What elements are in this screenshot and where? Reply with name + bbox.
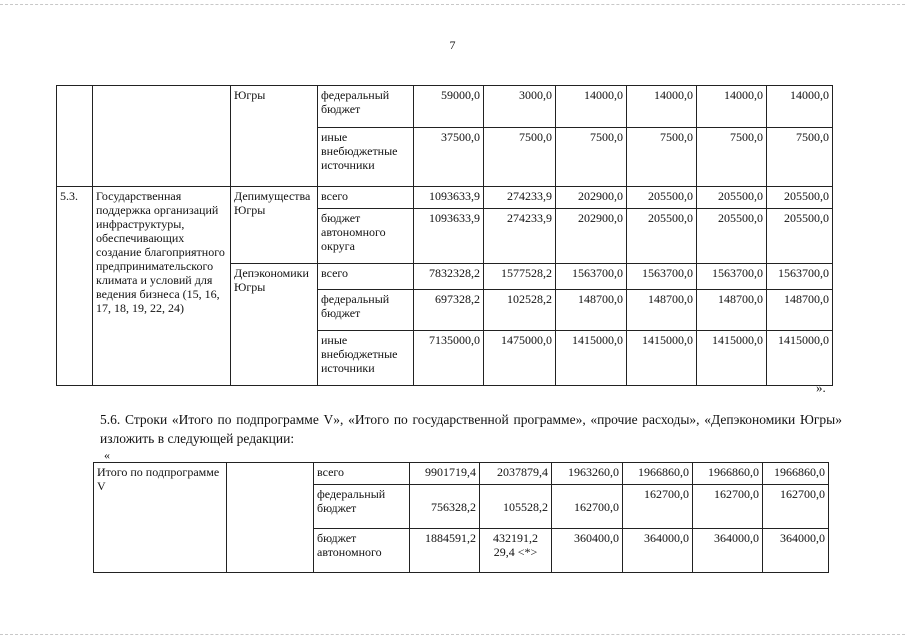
amount-cell: 202900,0 xyxy=(556,209,627,264)
amount-cell: 1475000,0 xyxy=(484,331,556,386)
amount-cell: 7500,0 xyxy=(767,128,833,187)
amount-cell: 1563700,0 xyxy=(627,264,697,290)
amount-cell: 274233,9 xyxy=(484,187,556,209)
item-number-cell: 5.3. xyxy=(57,187,93,386)
amount-cell: 7500,0 xyxy=(627,128,697,187)
amendment-paragraph xyxy=(62,410,842,448)
amount-cell: 37500,0 xyxy=(414,128,484,187)
amount-cell: 14000,0 xyxy=(767,86,833,128)
funding-source-cell: всего xyxy=(318,187,414,209)
amount-cell: 162700,0 xyxy=(623,485,693,529)
amount-cell: 432191,2 29,4 <*> xyxy=(480,529,552,573)
amount-cell: 364000,0 xyxy=(763,529,829,573)
amount-cell: 1577528,2 xyxy=(484,264,556,290)
amount-cell: 205500,0 xyxy=(627,187,697,209)
executor-cell: Югры xyxy=(231,86,318,187)
opening-quote: « xyxy=(104,448,110,462)
executor-cell: Депимущества Югры xyxy=(231,187,318,264)
page-number: 7 xyxy=(449,38,456,52)
amount-cell: 756328,2 xyxy=(410,485,480,529)
amount-cell: 1563700,0 xyxy=(556,264,627,290)
amount-cell: 7500,0 xyxy=(697,128,767,187)
amount-cell: 2037879,4 xyxy=(480,463,552,485)
funding-source-cell: федеральный бюджет xyxy=(318,86,414,128)
activity-name-cell: Государственная поддержка организаций инфраструктуры, обеспечивающих создание благоприятного предпринимательского климата и условий для ведения бизнеса (15, 16, 17, 18, 19, 22, 24) xyxy=(93,187,231,386)
amount-cell: 162700,0 xyxy=(693,485,763,529)
funding-source-cell: федеральный бюджет xyxy=(318,290,414,331)
amount-cell: 1884591,2 xyxy=(410,529,480,573)
amount-cell: 1093633,9 xyxy=(414,209,484,264)
funding-source-cell: иные внебюджетные источники xyxy=(318,128,414,187)
amount-cell: 1093633,9 xyxy=(414,187,484,209)
amount-cell: 1966860,0 xyxy=(693,463,763,485)
funding-source-cell: бюджет автономного округа xyxy=(318,209,414,264)
amount-cell: 162700,0 xyxy=(552,485,623,529)
amount-cell: 14000,0 xyxy=(556,86,627,128)
amount-cell: 7500,0 xyxy=(556,128,627,187)
scan-edge-top xyxy=(0,4,905,5)
amount-cell: 7500,0 xyxy=(484,128,556,187)
item-number-cell xyxy=(57,86,93,187)
funding-source-cell: всего xyxy=(314,463,410,485)
amount-cell: 14000,0 xyxy=(697,86,767,128)
closing-quote: ». xyxy=(816,380,826,395)
amount-cell: 205500,0 xyxy=(697,209,767,264)
funding-source-cell: бюджет автономного xyxy=(314,529,410,573)
table-row xyxy=(57,187,833,209)
table-row xyxy=(94,463,829,485)
amount-cell: 1415000,0 xyxy=(697,331,767,386)
executor-cell: Депэкономики Югры xyxy=(231,264,318,386)
table-row xyxy=(57,86,833,128)
funding-source-cell: федеральный бюджет xyxy=(314,485,410,529)
amount-cell: 1415000,0 xyxy=(556,331,627,386)
amount-cell: 3000,0 xyxy=(484,86,556,128)
amount-cell: 162700,0 xyxy=(763,485,829,529)
amount-cell: 148700,0 xyxy=(627,290,697,331)
amount-cell: 105528,2 xyxy=(480,485,552,529)
amount-cell: 205500,0 xyxy=(697,187,767,209)
amount-cell: 697328,2 xyxy=(414,290,484,331)
amendment-text: 5.6. Строки «Итого по подпрограмме V», «Итого по государственной программе», «прочие расходы», «Депэкономики Югры» изложить в следующей редакции: xyxy=(100,412,842,446)
amount-cell: 148700,0 xyxy=(697,290,767,331)
amount-cell: 360400,0 xyxy=(552,529,623,573)
subprogram-label-cell: Итого по подпрограмме V xyxy=(94,463,227,573)
amount-cell: 1563700,0 xyxy=(697,264,767,290)
amount-cell: 148700,0 xyxy=(556,290,627,331)
amount-cell: 1966860,0 xyxy=(623,463,693,485)
amount-cell: 205500,0 xyxy=(767,209,833,264)
program-table-continued xyxy=(56,85,833,386)
amount-cell: 102528,2 xyxy=(484,290,556,331)
funding-source-cell: всего xyxy=(318,264,414,290)
amount-cell: 1966860,0 xyxy=(763,463,829,485)
amount-cell: 205500,0 xyxy=(627,209,697,264)
funding-source-cell: иные внебюджетные источники xyxy=(318,331,414,386)
amount-cell: 274233,9 xyxy=(484,209,556,264)
amount-cell: 7135000,0 xyxy=(414,331,484,386)
amount-cell: 202900,0 xyxy=(556,187,627,209)
amount-cell: 9901719,4 xyxy=(410,463,480,485)
amount-cell: 1563700,0 xyxy=(767,264,833,290)
amount-cell: 7832328,2 xyxy=(414,264,484,290)
amount-cell: 14000,0 xyxy=(627,86,697,128)
subprogram-total-table xyxy=(93,462,829,573)
amount-cell: 364000,0 xyxy=(693,529,763,573)
executor-cell xyxy=(227,463,314,573)
amount-cell: 364000,0 xyxy=(623,529,693,573)
amount-cell: 59000,0 xyxy=(414,86,484,128)
amount-cell: 205500,0 xyxy=(767,187,833,209)
amount-cell: 1415000,0 xyxy=(627,331,697,386)
activity-name-cell xyxy=(93,86,231,187)
scan-edge-bottom xyxy=(0,634,905,635)
amount-cell: 148700,0 xyxy=(767,290,833,331)
amount-cell: 1963260,0 xyxy=(552,463,623,485)
amount-cell: 1415000,0 xyxy=(767,331,833,386)
